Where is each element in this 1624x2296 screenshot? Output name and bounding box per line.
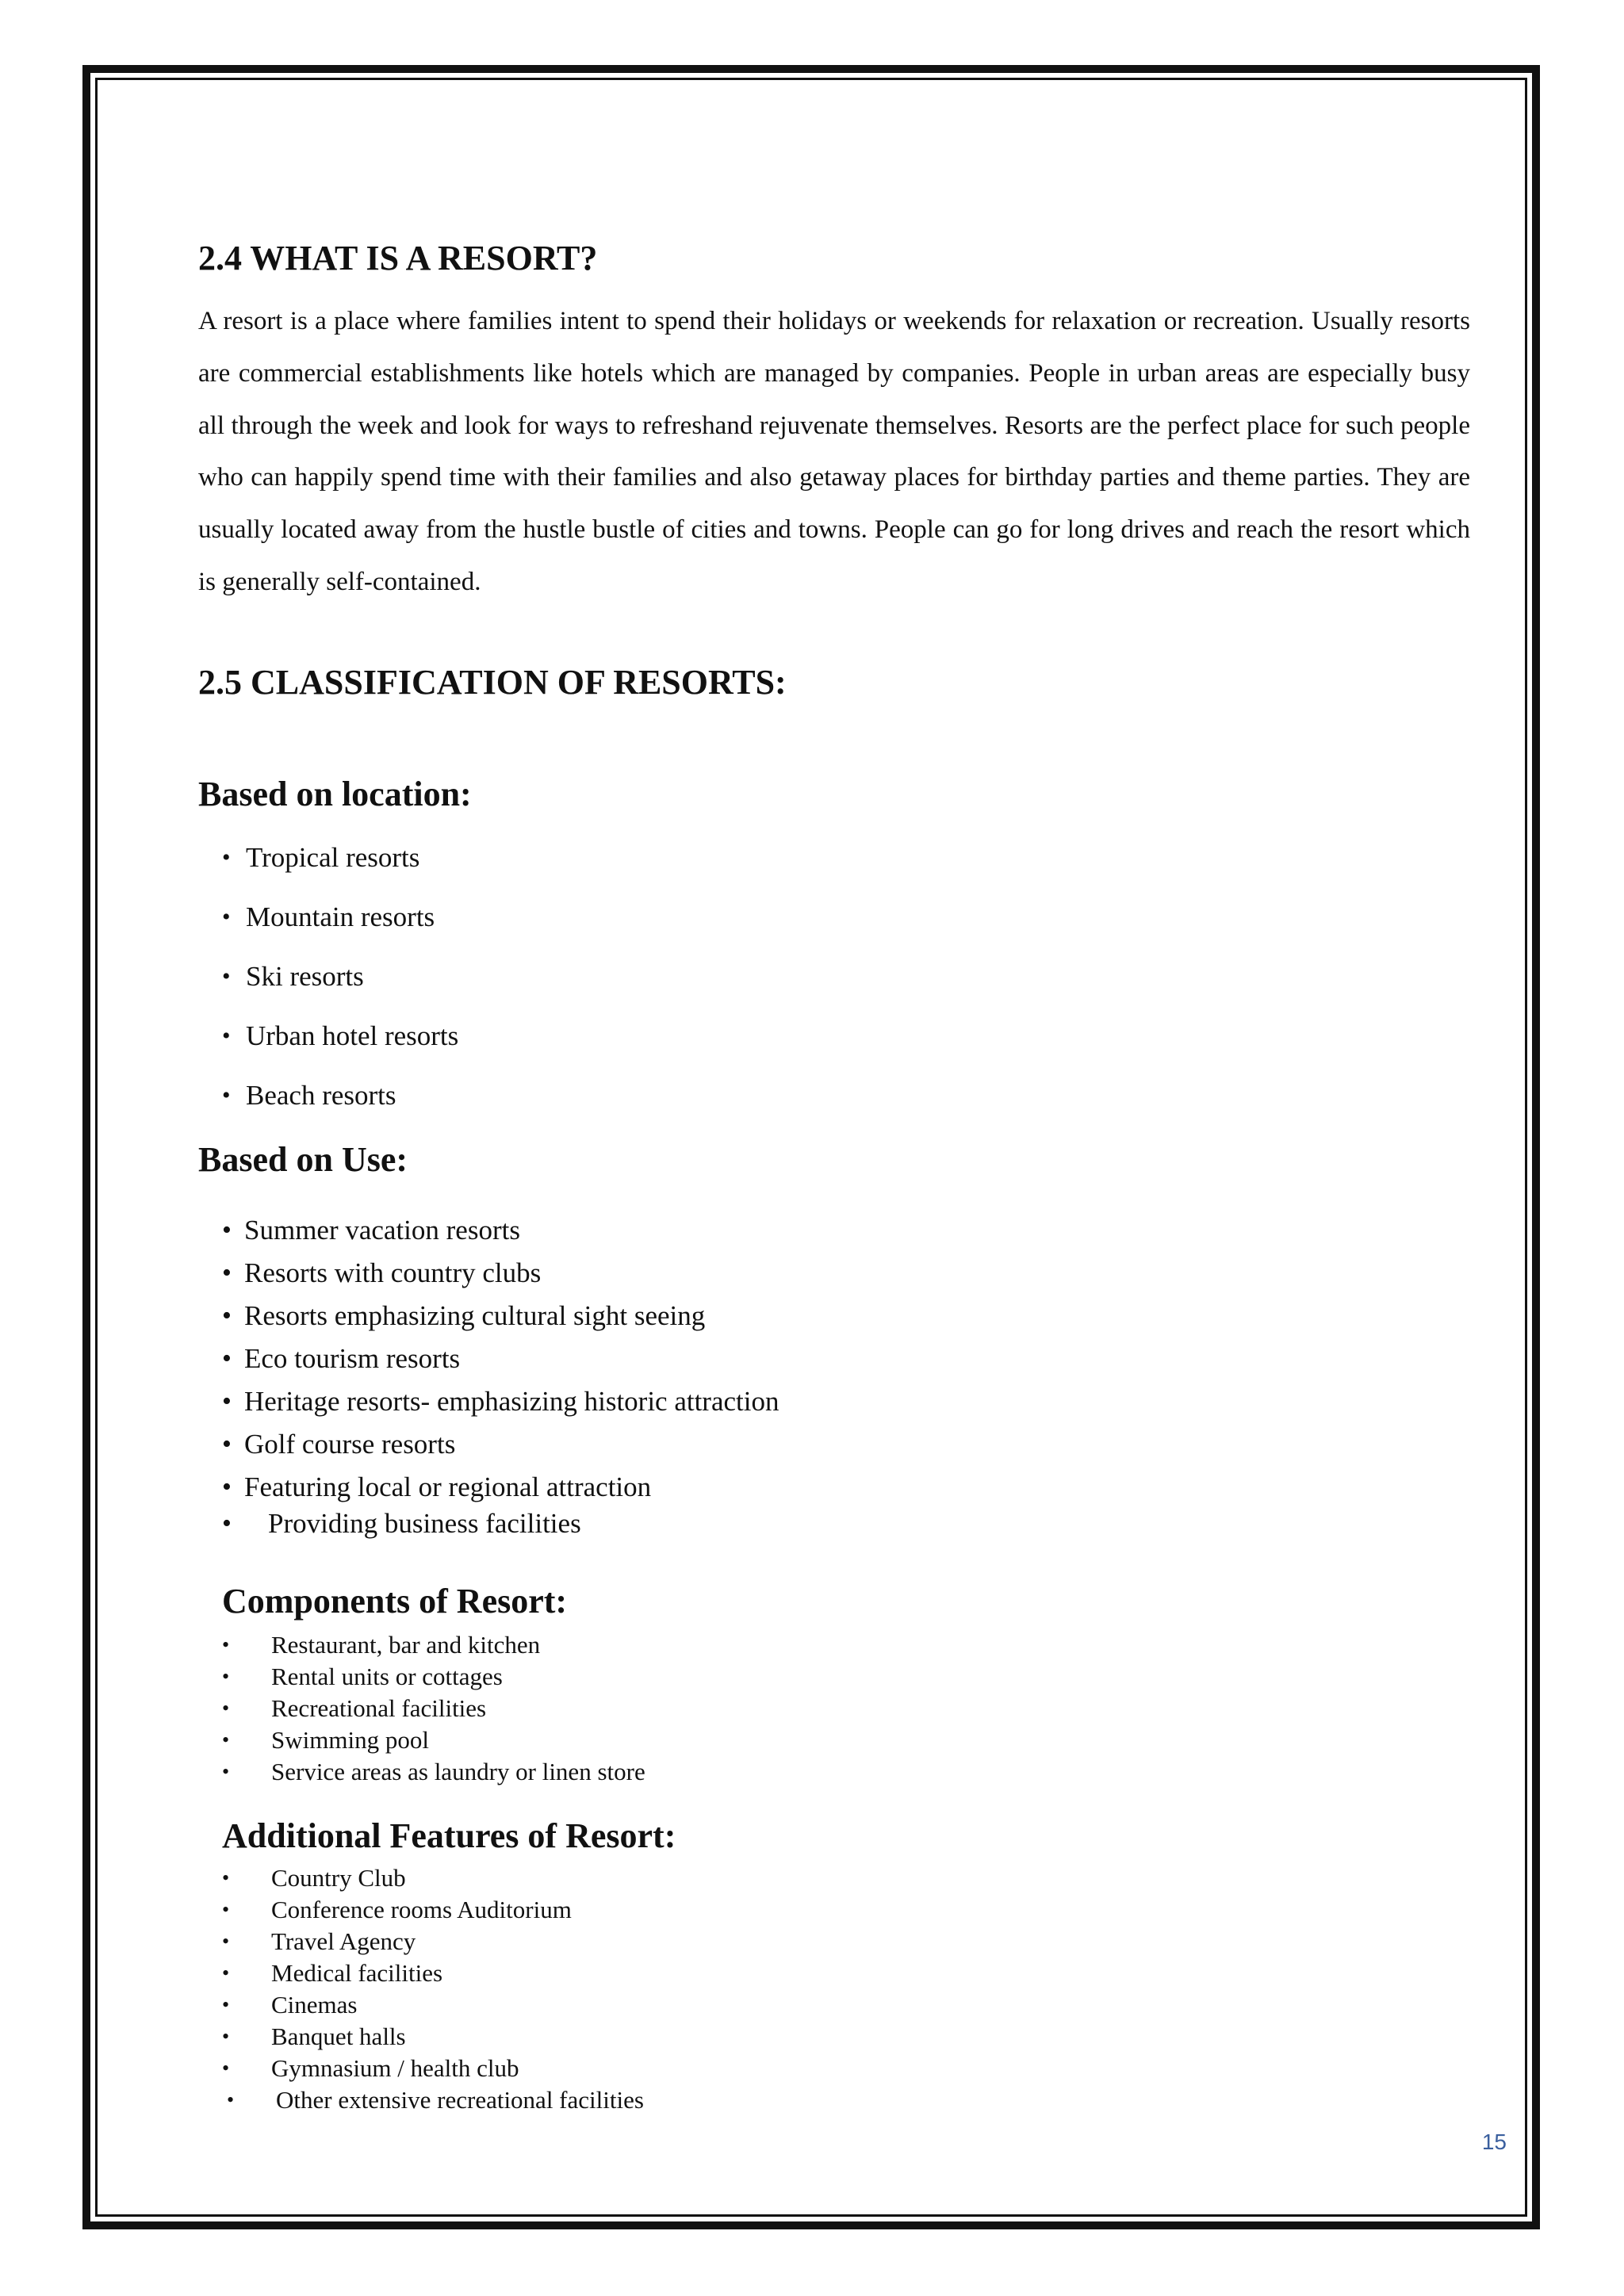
components-heading: Components of Resort: [222,1582,568,1621]
bullet-icon: • [222,963,231,989]
page-number: 15 [1481,2130,1507,2154]
bullet-icon: • [222,1930,230,1953]
section-2-4-paragraph: A resort is a place where families intent to spend their holidays or weekends for relaxation or recreation. Usually resorts are commercial establishments like hotels which are managed by companies. People in urban areas are especially busy all through the week and look for ways to refreshand rejuvenate themselves. Resorts are the perfect place for such people who can happily spend time with their families and also getaway places for birthday parties and theme parties. They are usually located away from the hustle bustle of cities and towns. People can go for long drives and reach the resort which is generally self-contained. [198,307,1470,596]
bullet-icon: • [222,1258,232,1288]
bullet-icon: • [222,1728,230,1751]
bullet-icon: • [222,2057,230,2080]
bullet-icon: • [222,844,231,871]
section-2-4-heading: 2.4 WHAT IS A RESORT? [198,239,598,277]
bullet-icon: • [222,1387,232,1416]
bullet-icon: • [227,2088,235,2111]
based-on-location-heading: Based on location: [198,775,472,813]
bullet-icon: • [222,1697,230,1720]
bullet-icon: • [222,1344,232,1373]
bullet-icon: • [222,1429,232,1459]
bullet-icon: • [222,1866,230,1889]
bullet-icon: • [222,1509,232,1538]
bullet-icon: • [222,1633,230,1656]
section-2-5-heading: 2.5 CLASSIFICATION OF RESORTS: [198,663,787,702]
based-on-use-heading: Based on Use: [198,1140,408,1179]
bullet-icon: • [222,1215,232,1245]
bullet-icon: • [222,1472,232,1502]
bullet-icon: • [222,1760,230,1783]
bullet-icon: • [222,1961,230,1984]
bullet-icon: • [222,1301,232,1330]
bullet-icon: • [222,1023,231,1049]
additional-features-heading: Additional Features of Resort: [222,1816,676,1855]
bullet-icon: • [222,1993,230,2016]
bullet-icon: • [222,1082,231,1108]
bullet-icon: • [222,904,231,930]
bullet-icon: • [222,2025,230,2048]
bullet-icon: • [222,1665,230,1688]
bullet-icon: • [222,1898,230,1921]
